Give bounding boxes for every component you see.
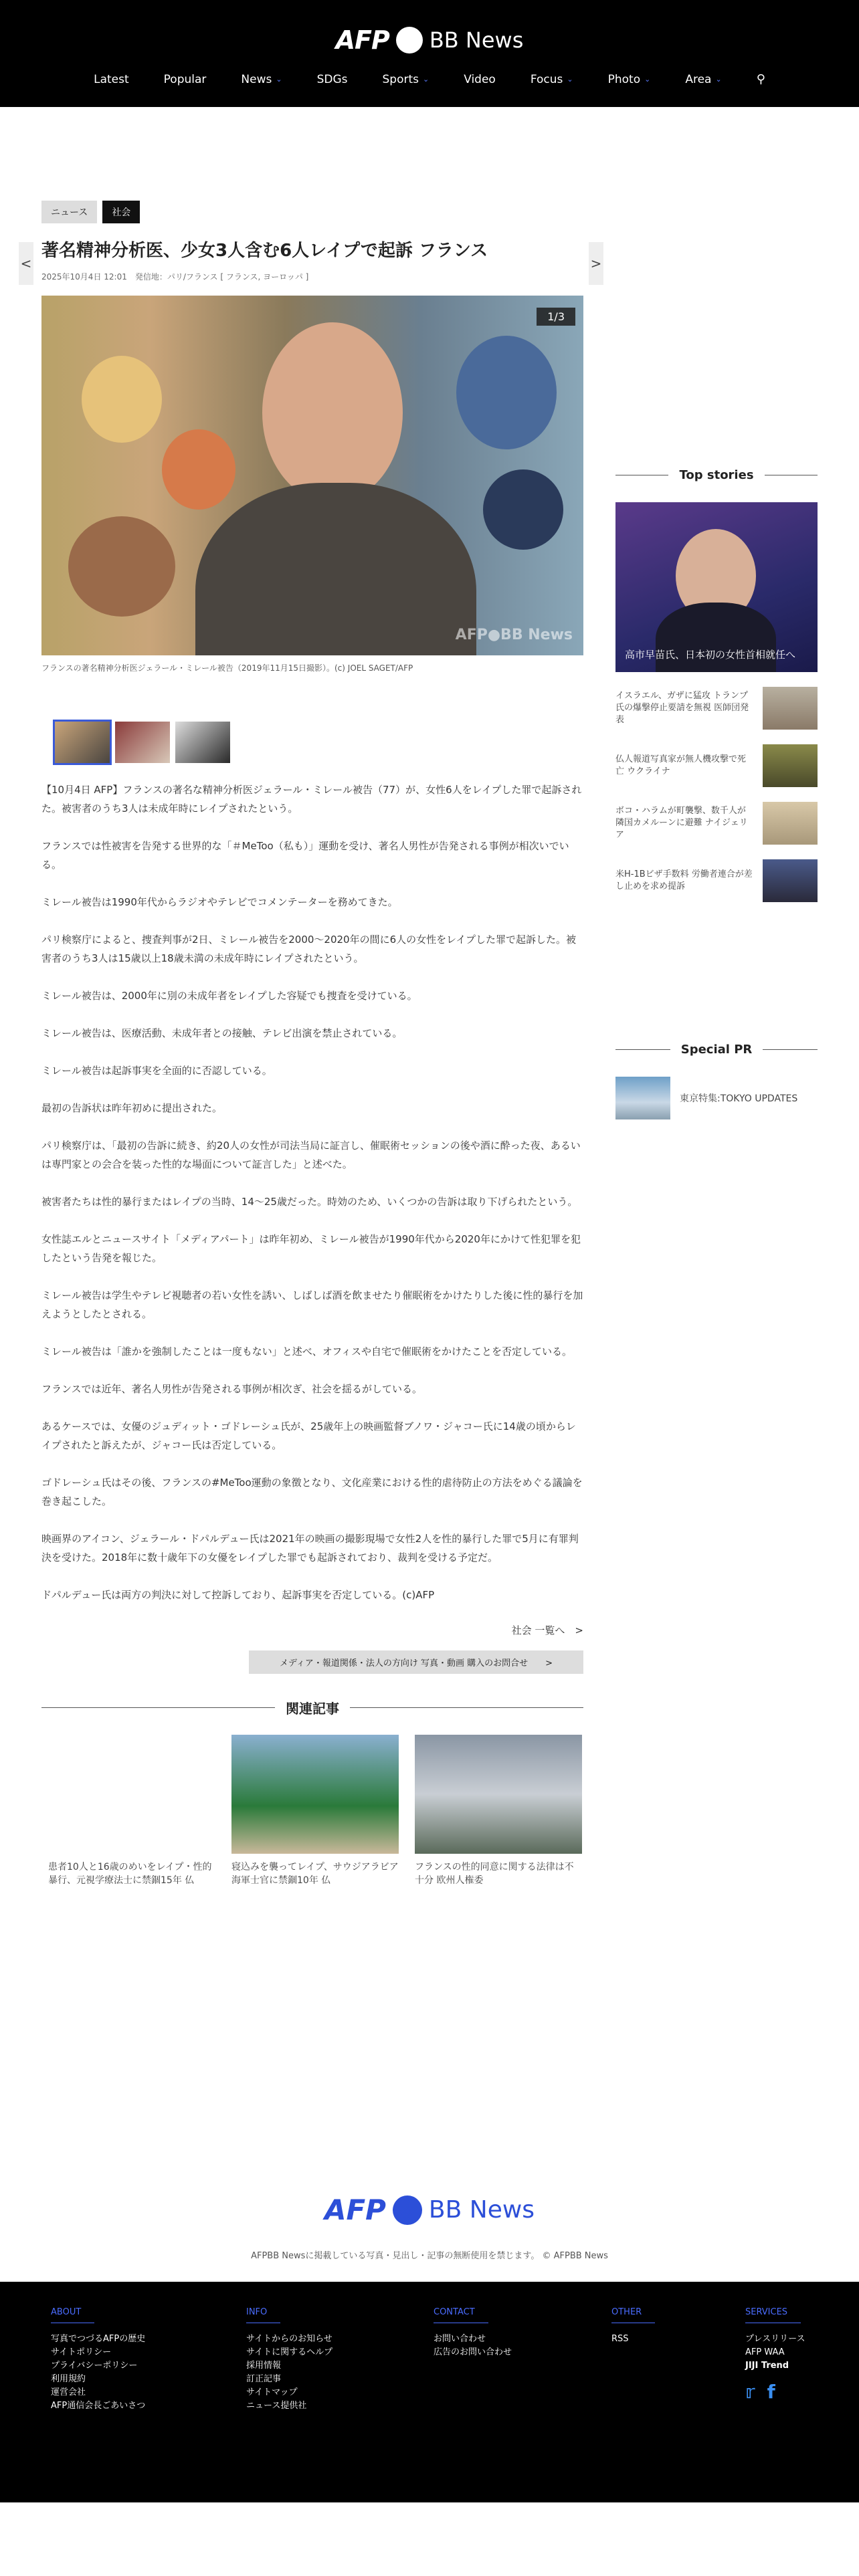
article-paragraph: ミレール被告は1990年代からラジオやテレビでコメンテーターを務めてきた。 (41, 896, 398, 908)
footer-heading: CONTACT (434, 2307, 488, 2323)
top-story-card[interactable] (615, 502, 818, 672)
nav-video[interactable] (446, 72, 513, 86)
tag-news[interactable]: ニュース (41, 201, 97, 223)
nav-label: Popular (163, 72, 207, 86)
footer-col-other (611, 2304, 655, 2346)
mural-shape (456, 336, 557, 449)
nav-sports[interactable] (365, 72, 446, 86)
top-story-title: 仏人報道写真家が無人機攻撃で死亡 ウクライナ (615, 754, 747, 776)
site-logo[interactable] (0, 25, 859, 55)
article-paragraph: 【10月4日 AFP】フランスの著名な精神分析医ジェラール・ミレール被告（77）が、女性6人をレイプした罪で起訴された。被害者のうち3人は未成年時にレイプされたという。 (41, 784, 582, 815)
nav-label: Photo (607, 72, 641, 86)
related-articles (41, 1698, 583, 1887)
footer-link[interactable]: プライバシーポリシー (51, 2361, 138, 2371)
article-paragraph: 被害者たちは性的暴行またはレイプの当時、14～25歳だった。時効のため、いくつかの告訴は取り下げられたという。 (41, 1196, 578, 1208)
footer-link[interactable]: 採用情報 (246, 2361, 282, 2371)
tag-society[interactable]: 社会 (102, 201, 140, 223)
top-stories-heading-row (615, 468, 818, 482)
related-item[interactable] (415, 1735, 582, 1887)
article-paragraph: ゴドレーシュ氏はその後、フランスの#MeToo運動の象徴となり、文化産業における性的虐待防止の方法をめぐる議論を巻き起こした。 (41, 1477, 583, 1507)
footer-logo-afp: AFP (324, 2193, 386, 2226)
thumbnail-1[interactable] (55, 722, 110, 763)
footer-link[interactable]: お問い合わせ (434, 2334, 486, 2344)
photo-thumbnails (55, 722, 583, 763)
person-body (656, 603, 776, 672)
slider-next-arrow-icon[interactable]: > (589, 242, 603, 285)
special-pr-heading-row (615, 1043, 818, 1057)
related-image (231, 1735, 399, 1854)
footer-link[interactable]: AFP通信会長ごあいさつ (51, 2401, 146, 2411)
top-story-thumb (763, 802, 818, 845)
logo-bbnews-text: BB News (429, 27, 524, 53)
divider (350, 1707, 583, 1708)
logo-dot-icon (396, 27, 423, 53)
article-paragraph: ミレール被告は起訴事実を全面的に否認している。 (41, 1065, 272, 1077)
nav-label: Video (464, 72, 496, 86)
chevron-down-icon: ⌄ (276, 75, 282, 84)
related-heading-row (41, 1698, 583, 1717)
pr-item[interactable] (615, 1077, 818, 1119)
jiji-trend-link[interactable]: JIJI Trend (745, 2361, 789, 2371)
footer-col-about (51, 2304, 145, 2413)
mural-shape (82, 356, 162, 443)
related-title: 患者10人と16歳のめいをレイプ・性的暴行、元視学療法士に禁錮15年 仏 (48, 1862, 212, 1886)
top-story-item[interactable] (615, 744, 818, 787)
social-links (745, 2381, 805, 2403)
footer-col-services (745, 2304, 805, 2403)
purchase-inquiry-button[interactable]: メディア・報道関係・法人の方向け 写真・動画 購入のお問合せ > (249, 1650, 583, 1674)
related-image (48, 1735, 215, 1854)
twitter-icon[interactable]: 𝕣 (745, 2381, 755, 2403)
divider (763, 1049, 818, 1050)
nav-latest[interactable] (76, 72, 147, 86)
top-story-caption: 高市早苗氏、日本初の女性首相就任へ (625, 649, 796, 661)
article-paragraph: 女性誌エルとニュースサイト「メディアパート」は昨年初め、ミレール被告が1990年代から2020年にかけて性犯罪を犯したという告発を報じた。 (41, 1233, 581, 1264)
top-story-title: ボコ・ハラムが町襲撃、数千人が隣国カメルーンに避難 ナイジェリア (615, 806, 748, 840)
footer-link[interactable]: 写真でつづるAFPの歴史 (51, 2334, 146, 2344)
footer-heading: OTHER (611, 2307, 655, 2323)
footer-heading: SERVICES (745, 2307, 801, 2323)
footer-link[interactable]: サイトからのお知らせ (246, 2334, 332, 2344)
pr-thumb (615, 1077, 670, 1119)
article-paragraph: パリ検察庁によると、捜査判事が2日、ミレール被告を2000～2020年の間に6人の女性をレイプした罪で起訴した。被害者のうち3人は15歳以上18歳未満の未成年時にレイプされたという。 (41, 934, 576, 964)
related-item[interactable] (48, 1735, 215, 1887)
related-grid (41, 1735, 583, 1887)
footer-link[interactable]: プレスリリース (745, 2334, 805, 2344)
site-footer (0, 2282, 859, 2502)
nav-area[interactable] (668, 72, 739, 86)
logo-afp-text: AFP (335, 25, 389, 55)
top-stories-heading: Top stories (679, 468, 754, 482)
thumbnail-3[interactable] (175, 722, 230, 763)
special-pr (615, 1043, 818, 1119)
person-head (262, 322, 403, 503)
slider-prev-arrow-icon[interactable]: < (19, 242, 33, 285)
footer-link[interactable]: サイトポリシー (51, 2347, 112, 2357)
nav-news[interactable] (223, 72, 299, 86)
article-paragraph: あるケースでは、女優のジュディット・ゴドレーシュ氏が、25歳年上の映画監督ブノワ・ジャコー氏に14歳の頃からレイプされたと訴えたが、ジャコー氏は否定している。 (41, 1420, 576, 1451)
footer-link[interactable]: AFP WAA (745, 2347, 785, 2357)
article-paragraph: フランスでは性被害を告発する世界的な「＃MeToo（私も）」運動を受け、著名人男性が告発される事例が相次いでいる。 (41, 840, 569, 871)
article-photo[interactable] (41, 296, 583, 655)
divider (41, 1707, 275, 1708)
chevron-down-icon: ⌄ (644, 75, 651, 84)
nav-focus[interactable] (513, 72, 591, 86)
top-story-item[interactable] (615, 802, 818, 845)
footer-link[interactable]: サイトに関するヘルプ (246, 2347, 333, 2357)
thumbnail-2[interactable] (115, 722, 170, 763)
mural-shape (162, 429, 235, 510)
category-list-link[interactable]: 社会 一覧へ > (511, 1624, 583, 1636)
top-story-title: イスラエル、ガザに猛攻 トランプ氏の爆撃停止要請を無視 医師団発表 (615, 691, 749, 725)
footer-link[interactable]: 訂正記事 (246, 2374, 282, 2384)
footer-logo[interactable] (0, 2193, 859, 2226)
article-tags (41, 201, 583, 223)
article-paragraph: ミレール被告は、医療活動、未成年者との接触、テレビ出演を禁止されている。 (41, 1027, 403, 1039)
article-paragraph: 最初の告訴状は昨年初めに提出された。 (41, 1102, 223, 1114)
article-paragraph: ミレール被告は学生やテレビ視聴者の若い女性を誘い、しばしば酒を飲ませたり催眠術をかけたりした後に性的暴行を加えようとしたとされる。 (41, 1289, 583, 1320)
top-story-thumb (763, 744, 818, 787)
mural-shape (68, 516, 175, 617)
nav-photo[interactable] (591, 72, 668, 86)
photo-watermark: AFP●BB News (455, 627, 573, 643)
nav-label: Sports (382, 72, 419, 86)
article-main (41, 201, 583, 1887)
footer-logo-dot-icon (393, 2195, 422, 2225)
photo-counter: 1/3 (537, 308, 575, 326)
related-item[interactable] (231, 1735, 399, 1887)
special-pr-heading: Special PR (680, 1043, 753, 1057)
related-heading: 関連記事 (286, 1701, 339, 1717)
mural-shape (483, 469, 563, 550)
footer-col-contact (434, 2304, 512, 2359)
top-story-item[interactable] (615, 859, 818, 902)
related-title: フランスの性的同意に関する法律は不十分 欧州人権委 (415, 1862, 574, 1886)
article-paragraph: ミレール被告は、2000年に別の未成年者をレイプした容疑でも捜査を受けている。 (41, 990, 417, 1002)
chevron-down-icon: ⌄ (422, 75, 430, 84)
footer-link[interactable]: 利用規約 (51, 2374, 86, 2384)
site-header (0, 0, 859, 107)
facebook-icon[interactable]: f (767, 2381, 775, 2403)
footer-link[interactable]: 広告のお問い合わせ (434, 2347, 512, 2357)
article-paragraph: パリ検察庁は、「最初の告訴に続き、約20人の女性が司法当局に証言し、催眠術セッションの後や酒に酔った夜、あるいは専門家との会合を装った性的な場面について証言した」と述べた。 (41, 1140, 581, 1170)
article-paragraph: 映画界のアイコン、ジェラール・ドパルデュー氏は2021年の映画の撮影現場で女性2人を性的暴行した罪で5月に有罪判決を受けた。2018年に数十歳年下の女優をレイプした罪でも起訴されており、裁判を受ける予定だ。 (41, 1533, 579, 1564)
nav-label: News (241, 72, 272, 86)
nav-popular[interactable] (147, 72, 224, 86)
related-image (415, 1735, 582, 1854)
top-story-title: 米H-1Bビザ手数料 労働者連合が差し止めを求め提訴 (615, 869, 753, 891)
footer-link[interactable]: ニュース提供社 (246, 2401, 307, 2411)
footer-col-info (246, 2304, 332, 2413)
nav-sdgs[interactable] (300, 72, 365, 86)
top-story-thumb (763, 687, 818, 730)
footer-heading: INFO (246, 2307, 280, 2323)
article-paragraph: ミレール被告は「誰かを強制したことは一度もない」と述べ、オフィスや自宅で催眠術をかけたことを否定している。 (41, 1346, 573, 1358)
top-story-item[interactable] (615, 687, 818, 730)
article-paragraph: ドパルデュー氏は両方の判決に対して控訴しており、起訴事実を否定している。(c)AFP (41, 1589, 435, 1601)
sidebar (615, 468, 818, 1119)
footer-heading: ABOUT (51, 2307, 94, 2323)
nav-label: SDGs (316, 72, 348, 86)
article-title: 著名精神分析医、少女3人含む6人レイプで起訴 フランス (41, 241, 488, 261)
nav-label: Latest (94, 72, 129, 86)
nav-label: Focus (530, 72, 563, 86)
footer-link[interactable]: 運営会社 (51, 2387, 86, 2397)
pr-title: 東京特集:TOKYO UPDATES (680, 1093, 798, 1104)
article-meta: 2025年10月4日 12:01 発信地：パリ/フランス [ フランス, ヨーロッパ ] (41, 272, 309, 282)
copyright-notice: AFPBB Newsに掲載している写真・見出し・記事の無断使用を禁じます。 © AFPBB News (251, 2251, 608, 2261)
nav-label: Area (685, 72, 712, 86)
footer-link[interactable]: RSS (611, 2334, 629, 2344)
chevron-down-icon: ⌄ (567, 75, 573, 84)
search-icon[interactable]: ⚲ (756, 72, 765, 86)
article-paragraph: フランスでは近年、著名人男性が告発される事例が相次ぎ、社会を揺るがしている。 (41, 1383, 422, 1395)
related-title: 寝込みを襲ってレイプ、サウジアラビア海軍士官に禁錮10年 仏 (231, 1862, 399, 1886)
article-body (41, 780, 583, 1604)
divider (615, 1049, 670, 1050)
photo-caption: フランスの著名精神分析医ジェラール・ミレール被告（2019年11月15日撮影）。(c) JOEL SAGET/AFP (41, 663, 413, 673)
top-story-thumb (763, 859, 818, 902)
chevron-down-icon: ⌄ (715, 75, 722, 84)
footer-link[interactable]: サイトマップ (246, 2387, 298, 2397)
main-nav (0, 72, 859, 86)
footer-logo-bbnews: BB News (428, 2196, 535, 2224)
